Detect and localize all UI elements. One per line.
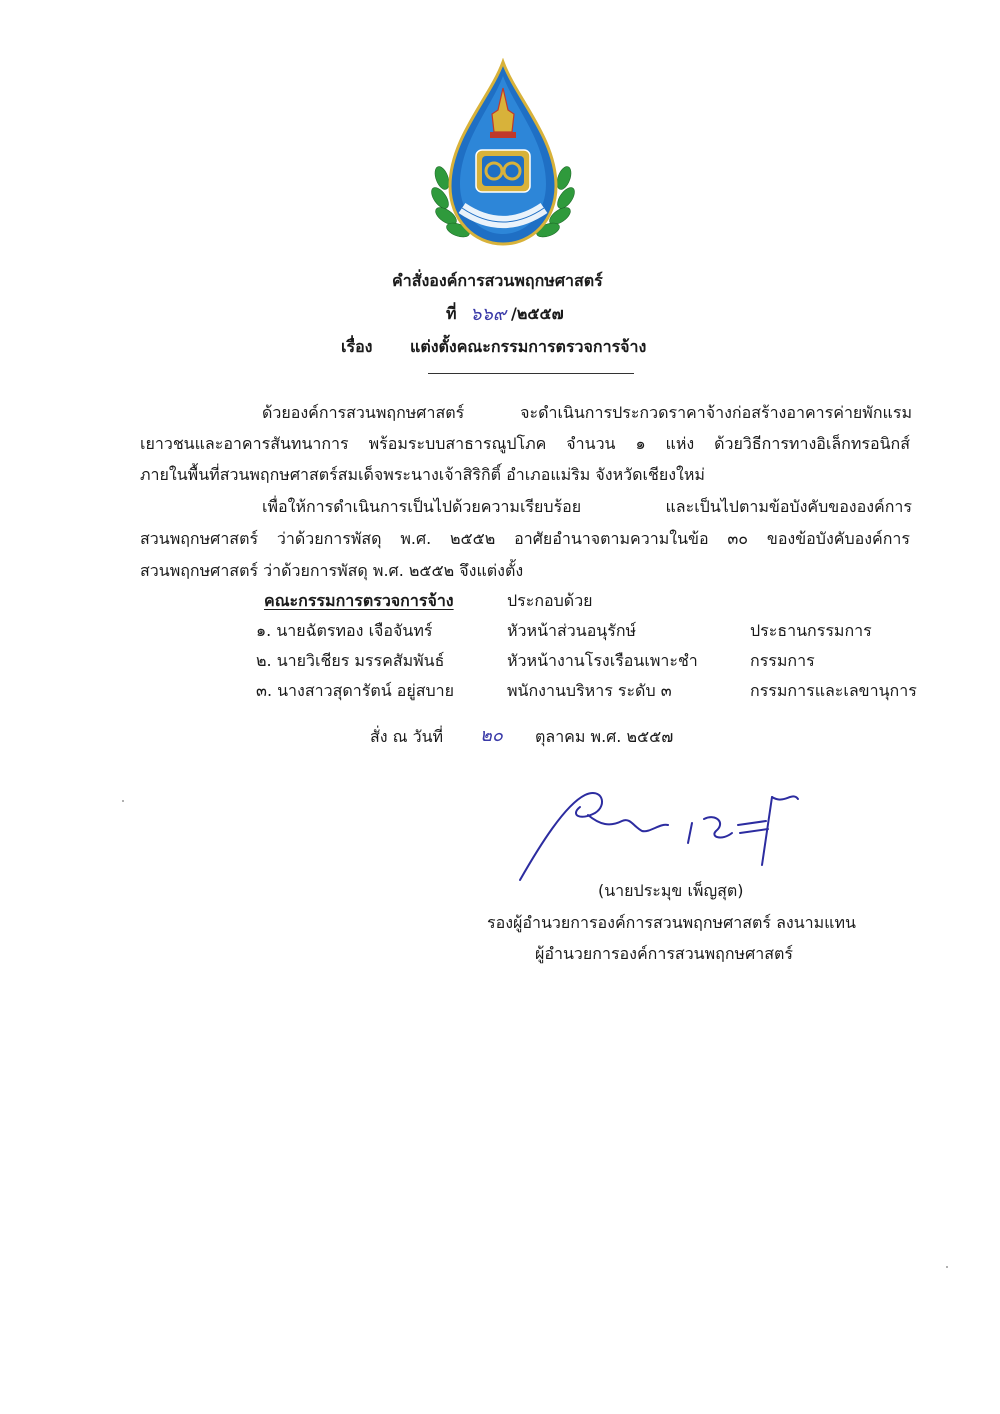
paragraph-1-line-1: ด้วยองค์การสวนพฤกษศาสตร์ จะดำเนินการประกวดราคาจ้างก่อสร้างอาคารค่ายพักแรม xyxy=(262,403,912,422)
order-date-day-handwritten: ๒๐ xyxy=(480,725,503,746)
signature-stroke xyxy=(510,775,810,885)
scan-speck xyxy=(122,800,124,802)
member-1-position: หัวหน้าส่วนอนุรักษ์ xyxy=(507,621,637,640)
member-3-name: ๓. นางสาวสุดารัตน์ อยู่สบาย xyxy=(256,681,454,700)
member-2-name: ๒. นายวิเชียร มรรคสัมพันธ์ xyxy=(256,651,445,670)
member-2-role: กรรมการ xyxy=(750,651,815,670)
member-1-role: ประธานกรรมการ xyxy=(750,621,872,640)
handwritten-signature xyxy=(510,775,810,885)
organization-logo xyxy=(428,58,578,258)
paragraph-2-line-1: เพื่อให้การดำเนินการเป็นไปด้วยความเรียบร้อย และเป็นไปตามข้อบังคับขององค์การ xyxy=(262,497,912,516)
member-2-position: หัวหน้างานโรงเรือนเพาะชำ xyxy=(507,651,698,670)
emblem-graphic xyxy=(428,58,578,258)
order-number-suffix: /๒๕๕๗ xyxy=(511,304,564,323)
order-date-month-year: ตุลาคม พ.ศ. ๒๕๕๗ xyxy=(535,727,674,746)
order-number-prefix: ที่ xyxy=(446,304,457,323)
subject-label: เรื่อง xyxy=(341,337,373,356)
committee-composed-of: ประกอบด้วย xyxy=(507,591,593,610)
subject-text: แต่งตั้งคณะกรรมการตรวจการจ้าง xyxy=(410,337,647,356)
signer-title-line-1: รองผู้อำนวยการองค์การสวนพฤกษศาสตร์ ลงนามแทน xyxy=(487,913,856,932)
order-date-prefix: สั่ง ณ วันที่ xyxy=(370,727,444,746)
committee-heading: คณะกรรมการตรวจการจ้าง xyxy=(264,591,454,610)
paragraph-1-line-3: ภายในพื้นที่สวนพฤกษศาสตร์สมเด็จพระนางเจ้าสิริกิติ์ อำเภอแม่ริม จังหวัดเชียงใหม่ xyxy=(140,465,705,484)
paragraph-2-line-3: สวนพฤกษศาสตร์ ว่าด้วยการพัสดุ พ.ศ. ๒๕๕๒ จึงแต่งตั้ง xyxy=(140,561,524,580)
member-1-name: ๑. นายฉัตรทอง เจือจันทร์ xyxy=(256,621,433,640)
order-number-handwritten: ๖๖๙ xyxy=(470,304,507,325)
header-divider xyxy=(428,373,634,374)
signer-title-line-2: ผู้อำนวยการองค์การสวนพฤกษศาสตร์ xyxy=(535,944,793,963)
paragraph-1-line-2: เยาวชนและอาคารสันทนาการ พร้อมระบบสาธารณูปโภค จำนวน ๑ แห่ง ด้วยวิธีการทางอิเล็กทรอนิกส์ xyxy=(140,434,910,453)
paragraph-2-line-2: สวนพฤกษศาสตร์ ว่าด้วยการพัสดุ พ.ศ. ๒๕๕๒ อาศัยอำนาจตามความในข้อ ๓๐ ของข้อบังคับองค์การ xyxy=(140,529,910,548)
scan-speck xyxy=(946,1266,948,1268)
order-title: คำสั่งองค์การสวนพฤกษศาสตร์ xyxy=(392,271,603,290)
signer-name: (นายประมุข เพ็ญสุต) xyxy=(598,881,744,900)
member-3-position: พนักงานบริหาร ระดับ ๓ xyxy=(507,681,672,700)
member-3-role: กรรมการและเลขานุการ xyxy=(750,681,917,700)
